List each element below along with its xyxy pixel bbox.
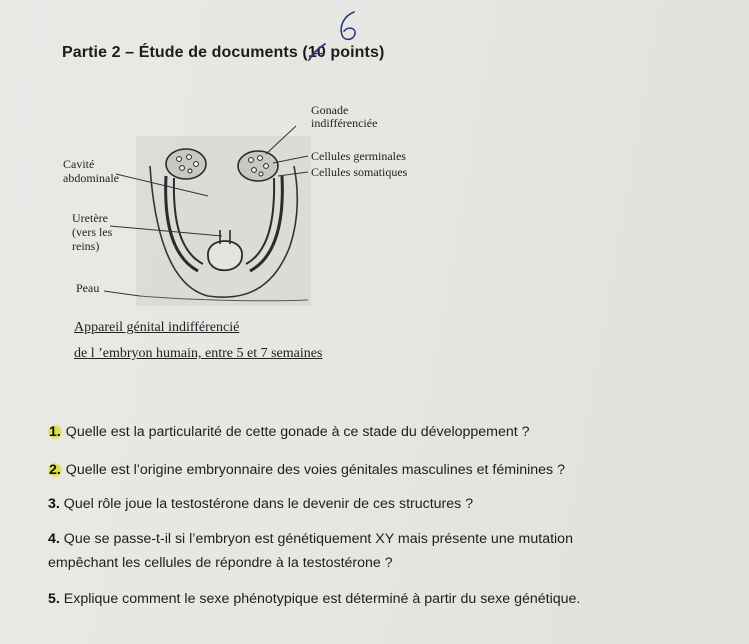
diagram-figure [58, 96, 418, 326]
germ-cell [194, 162, 199, 167]
question-text: empêchant les cellules de répondre à la testostérone ? [48, 555, 393, 571]
page-title [62, 44, 384, 62]
left-gonad [166, 149, 206, 179]
question-number: 4. [48, 531, 60, 547]
question-number: 2. [49, 462, 61, 478]
germ-cell [187, 155, 192, 160]
figure-caption-line2: de l ’embryon humain, entre 5 et 7 semaines [74, 346, 323, 361]
title-suffix: points) [325, 44, 385, 61]
question-4-continued [48, 555, 393, 571]
label-abdominale: abdominale [63, 171, 119, 185]
question-text: Quel rôle joue la testostérone dans le devenir de ces structures ? [59, 496, 474, 512]
question-4 [48, 531, 573, 547]
points-value-wrap [308, 44, 326, 62]
handwritten-six-mark [334, 8, 364, 44]
urogenital-sinus [208, 241, 242, 270]
label-cellules-somatiques: Cellules somatiques [311, 165, 408, 179]
question-text: Que se passe-t-il si l’embryon est génétiquement XY mais présente une mutation [59, 531, 573, 547]
label-uretere: Uretère [72, 211, 108, 225]
germ-cell [188, 169, 192, 173]
label-cavite: Cavité [63, 157, 95, 171]
right-gonad [238, 151, 278, 181]
germ-cell [259, 172, 263, 176]
question-number: 5. [48, 591, 60, 607]
germ-cell [180, 166, 185, 171]
label-reins: reins) [72, 239, 100, 253]
question-text: Quelle est la particularité de cette gonade à ce stade du développement ? [61, 424, 530, 440]
question-2 [48, 462, 565, 478]
label-indifferenciee: indifférenciée [311, 116, 378, 130]
title-prefix: Partie 2 – Étude de documents ( [62, 44, 308, 61]
question-1 [48, 424, 530, 440]
question-text: Explique comment le sexe phénotypique est déterminé à partir du sexe génétique. [59, 591, 581, 607]
question-5 [48, 591, 580, 607]
germ-cell [177, 157, 182, 162]
label-gonade: Gonade [311, 103, 349, 117]
question-number: 3. [48, 496, 60, 512]
question-number: 1. [49, 424, 61, 440]
germ-cell [258, 156, 263, 161]
points-value: 10 [307, 44, 326, 61]
germ-cell [249, 158, 254, 163]
question-3 [48, 496, 473, 512]
diagram-background [136, 136, 311, 306]
leader-peau [104, 291, 140, 296]
label-peau: Peau [76, 281, 100, 295]
label-cellules-germinales: Cellules germinales [311, 149, 406, 163]
germ-cell [252, 168, 257, 173]
genital-tract-diagram [58, 96, 418, 326]
germ-cell [264, 164, 269, 169]
figure-caption-line1: Appareil génital indifférencié [74, 320, 240, 335]
question-text: Quelle est l’origine embryonnaire des voies génitales masculines et féminines ? [61, 462, 565, 478]
label-vers-les: (vers les [72, 225, 113, 239]
